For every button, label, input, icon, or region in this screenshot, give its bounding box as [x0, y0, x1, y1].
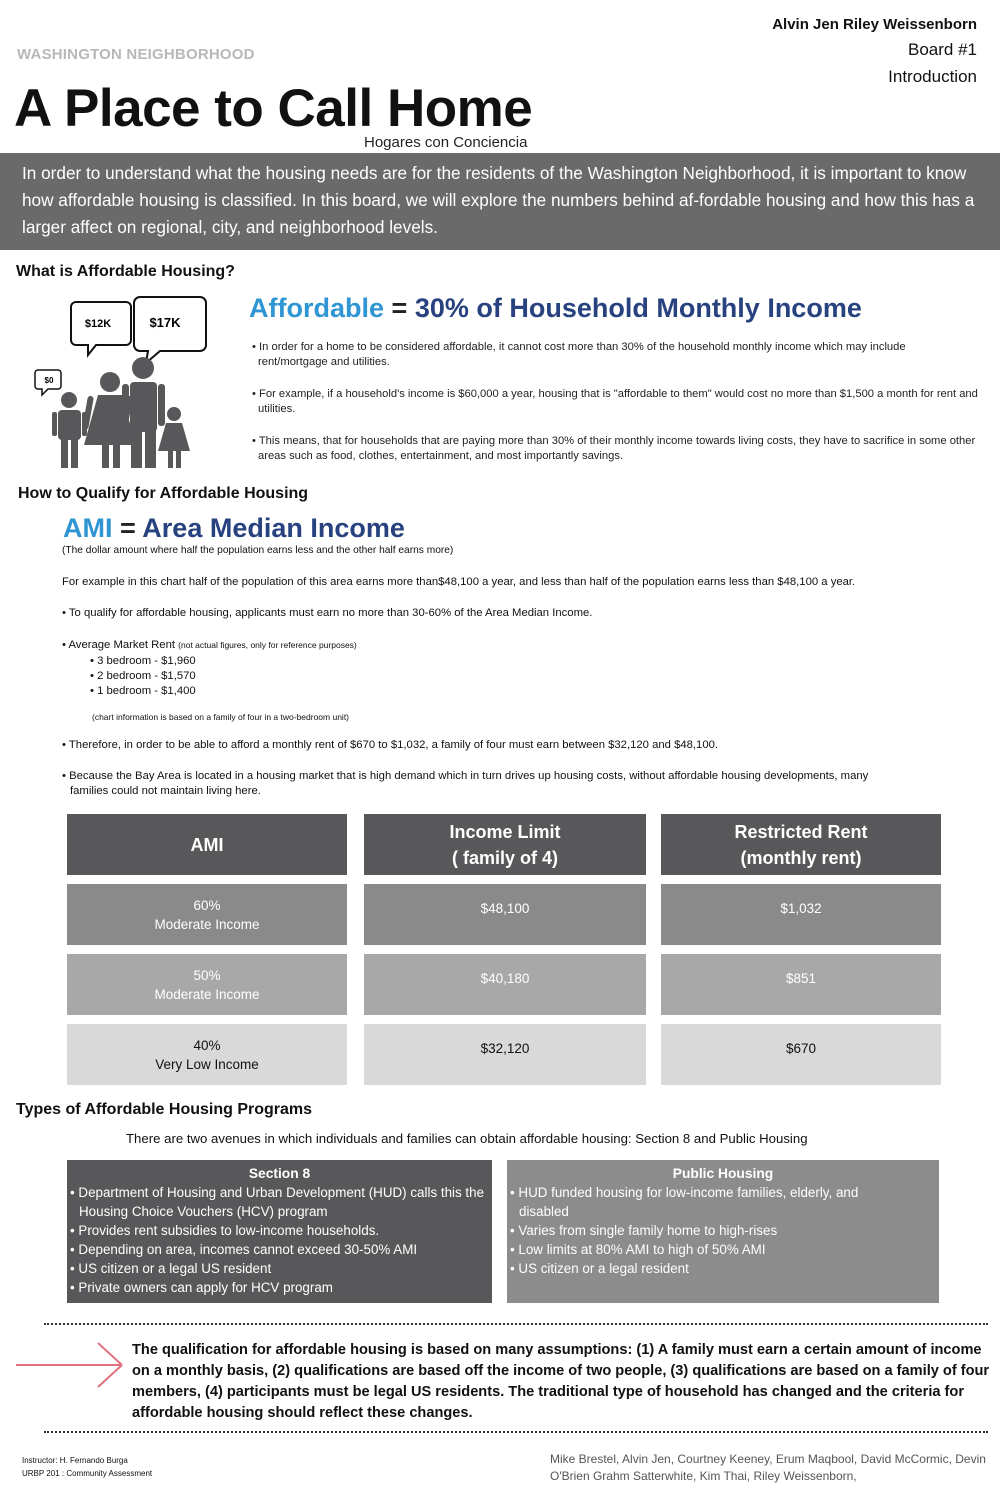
income-value: $48,100 — [480, 901, 530, 916]
public-housing-box — [507, 1160, 939, 1303]
instructor-credit: Instructor: H. Fernando Burga — [22, 1456, 128, 1465]
list-item: • US citizen or a legal US resident — [70, 1261, 272, 1276]
ami-level: Moderate Income — [154, 986, 260, 1002]
bubble-0: $0 — [44, 376, 54, 385]
intro-text: In order to understand what the housing needs are for the residents of the Washington Neighborhood, it is important to know how affordable housing is classified. In this board, we will explore the numbers behind af-fordable housing and how this has a larger affect on regional, city, and neighborhood levels. — [22, 163, 975, 237]
ami-pct: 50% — [193, 967, 221, 983]
affordable-bullet-3 — [248, 434, 978, 464]
ami-pct: 40% — [193, 1037, 221, 1053]
table-header-ami — [67, 814, 347, 875]
programs-intro: There are two avenues in which individuals and families can obtain affordable housing: Section 8 and Public Housing — [126, 1131, 808, 1146]
ami-term: AMI — [63, 513, 113, 543]
affordable-bullet-2 — [248, 387, 978, 417]
dotted-divider-top — [44, 1323, 988, 1325]
affordable-equation — [249, 293, 862, 324]
income-value: $32,120 — [480, 1041, 530, 1056]
table-cell-income — [364, 1024, 646, 1085]
chart-note: (chart information is based on a family of four in a two-bedroom unit) — [92, 712, 350, 722]
list-item: • Low limits at 80% AMI to high of 50% AMI — [510, 1242, 766, 1257]
therefore-bullet: • Therefore, in order to be able to afford a monthly rent of $670 to $1,032, a family of four must earn between $32,120 and $48,100. — [62, 739, 719, 751]
list-item: • Department of Housing and Urban Development (HUD) calls this the Housing Choice Vouchers (HCV) program — [70, 1185, 485, 1219]
bay-area-bullet-line1: • Because the Bay Area is located in a housing market that is high demand which in turn drives up housing costs, without affordable housing developments, many — [62, 770, 869, 782]
table-cell-ami — [67, 954, 347, 1015]
family-icon — [18, 290, 218, 475]
list-item: • Provides rent subsidies to low-income households. — [70, 1223, 380, 1238]
list-item: • Varies from single family home to high-rises — [510, 1223, 778, 1238]
bubble-12k: $12K — [84, 318, 112, 330]
speech-bubble-icon — [71, 302, 131, 355]
affordable-bullet-1 — [248, 340, 978, 370]
rent-3-bedroom: • 3 bedroom - $1,960 — [90, 655, 196, 667]
table-header-income — [364, 814, 646, 875]
affordable-term: Affordable — [249, 293, 384, 323]
bay-area-bullet-line2: families could not maintain living here. — [70, 785, 261, 797]
market-rent-note: (not actual figures, only for reference purposes) — [178, 640, 357, 650]
bullet-text: For example, if a household's income is $60,000 a year, housing that is "affordable to them" would cost no more than $1,500 a month for rent and utilities. — [258, 388, 978, 415]
market-rent-title: • Average Market Rent — [62, 639, 176, 651]
ami-note: (The dollar amount where half the population earns less and the other half earns more) — [62, 545, 454, 556]
market-rent-label — [62, 638, 357, 653]
course-credit: URBP 201 : Community Assessment — [22, 1469, 153, 1478]
section8-list — [67, 1183, 492, 1297]
conclusion-text: The qualification for affordable housing is based on many assumptions: (1) A family must earn a certain amount of income on a monthly basis, (2) qualifications are based off the income of two people, (3) qualifications are based on a family of four members, (4) participants must be legal US residents. The traditional type of household has changed and the criteria for affordable housing should reflect these changes. — [132, 1342, 990, 1421]
income-value: $40,180 — [480, 971, 530, 986]
page-kicker: WASHINGTON NEIGHBORHOOD — [17, 46, 255, 63]
list-item: • Depending on area, incomes cannot exceed 30-50% AMI — [70, 1242, 418, 1257]
bullet-text: In order for a home to be considered affordable, it cannot cost more than 30% of the household monthly income which may include rent/mortgage and utilities. — [258, 341, 906, 368]
equals-sign: = — [391, 293, 408, 323]
board-topic: Introduction — [888, 67, 977, 86]
list-item: • Private owners can apply for HCV program — [70, 1280, 333, 1295]
qualify-bullet: • To qualify for affordable housing, applicants must earn no more than 30-60% of the Area Median Income. — [62, 607, 593, 619]
rent-2-bedroom: • 2 bedroom - $1,570 — [90, 670, 196, 682]
bullet-dot: • — [252, 435, 259, 447]
list-item: • HUD funded housing for low-income families, elderly, and disabled — [510, 1185, 859, 1219]
table-cell-rent — [661, 1024, 941, 1085]
ami-level: Moderate Income — [154, 916, 260, 932]
table-cell-ami — [67, 884, 347, 945]
board-authors: Alvin Jen Riley Weissenborn — [772, 16, 977, 33]
ami-equation — [63, 513, 405, 544]
ami-example: For example in this chart half of the population of this area earns more than$48,100 a year, and less than half of the population earns less than $48,100 a year. — [62, 576, 856, 588]
speech-bubble-icon — [134, 297, 206, 363]
page-subtitle: Hogares con Conciencia — [364, 134, 528, 151]
header-line: ( family of 4) — [451, 847, 558, 868]
ami-definition: Area Median Income — [142, 513, 405, 543]
rent-1-bedroom: • 1 bedroom - $1,400 — [90, 685, 196, 697]
equals-sign: = — [120, 513, 136, 543]
bullet-dot: • — [252, 341, 260, 353]
rent-value: $851 — [785, 971, 817, 986]
list-item: • US citizen or a legal resident — [510, 1261, 689, 1276]
header-line: (monthly rent) — [740, 847, 862, 868]
page-title: A Place to Call Home — [14, 79, 533, 138]
bullet-dot: • — [252, 388, 260, 400]
section-heading-programs: Types of Affordable Housing Programs — [16, 1101, 313, 1118]
table-cell-rent — [661, 884, 941, 945]
section8-box — [67, 1160, 492, 1303]
header-line: AMI — [190, 834, 224, 855]
header-line: Income Limit — [449, 821, 561, 842]
table-cell-income — [364, 954, 646, 1015]
table-cell-rent — [661, 954, 941, 1015]
table-header-rent — [661, 814, 941, 875]
speech-bubble-icon — [35, 370, 61, 395]
header-line: Restricted Rent — [734, 821, 868, 842]
team-members: Mike Brestel, Alvin Jen, Courtney Keeney, Erum Maqbool, David McCormic, Devin O'Brien Grahm Satterwhite, Kim Thai, Riley Weissenborn, — [550, 1452, 986, 1483]
ami-pct: 60% — [193, 897, 221, 913]
affordable-definition: 30% of Household Monthly Income — [414, 293, 862, 323]
rent-value: $1,032 — [780, 901, 822, 916]
board-number: Board #1 — [908, 40, 977, 59]
public-housing-title: Public Housing — [672, 1166, 774, 1181]
bullet-text: This means, that for households that are paying more than 30% of their monthly income towards living costs, they have to sacrifice in some other areas such as food, clothes, entertainment, and most importantly savings. — [258, 435, 976, 462]
section8-title: Section 8 — [248, 1166, 311, 1181]
rent-value: $670 — [785, 1041, 817, 1056]
right-arrow-icon — [14, 1340, 124, 1390]
table-cell-ami — [67, 1024, 347, 1085]
dotted-divider-bottom — [44, 1431, 988, 1433]
section-heading-qualify: How to Qualify for Affordable Housing — [18, 485, 309, 502]
section-heading-affordable: What is Affordable Housing? — [16, 263, 235, 280]
public-housing-list — [507, 1183, 907, 1278]
bubble-17k: $17K — [149, 315, 181, 330]
table-cell-income — [364, 884, 646, 945]
ami-level: Very Low Income — [155, 1056, 259, 1072]
